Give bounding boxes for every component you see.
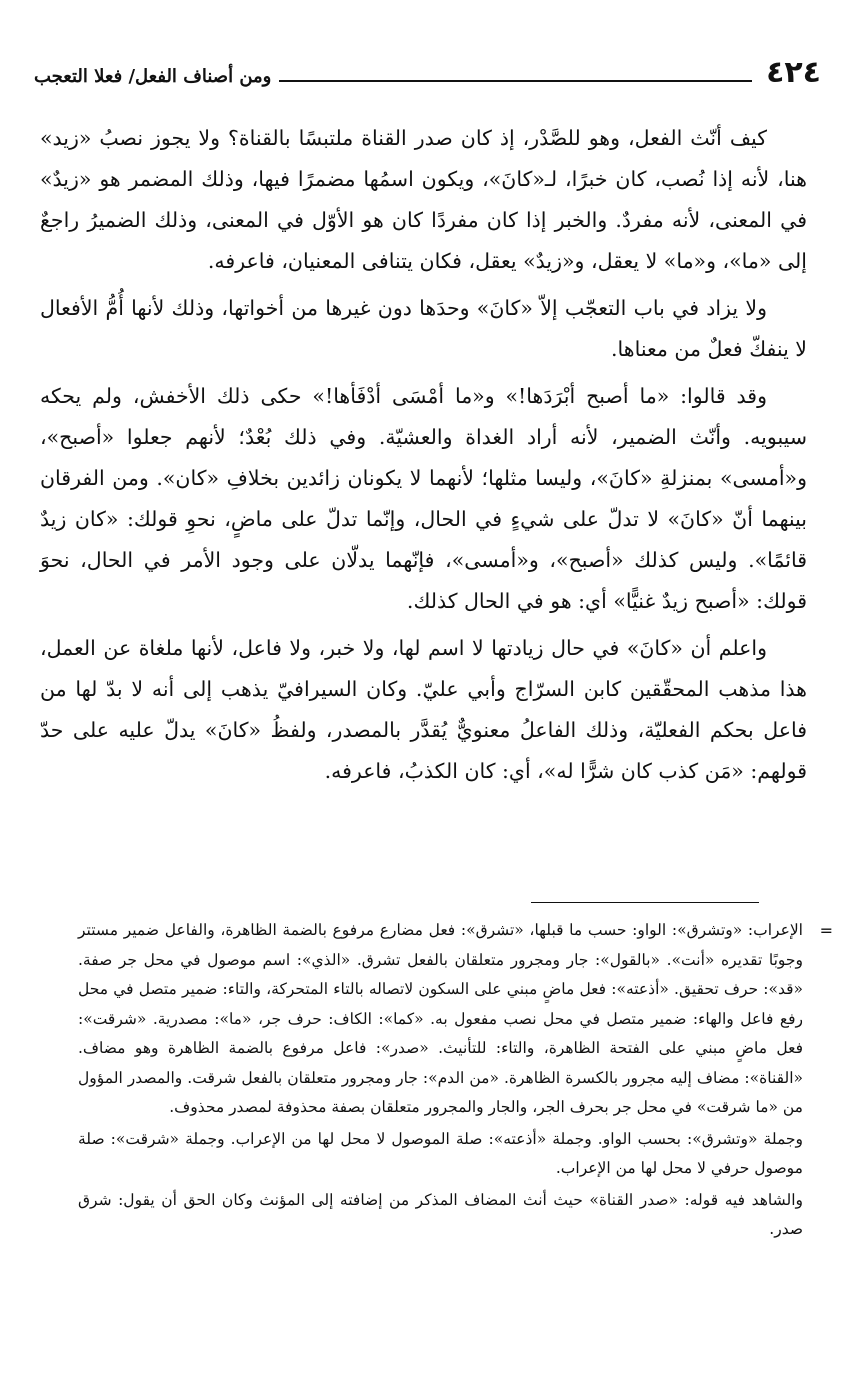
footnote-continuation-marker: = (819, 921, 833, 940)
footnotes (78, 916, 833, 1247)
footnote-paragraph: وجملة «وتشرق»: بحسب الواو. وجملة «أذعته»: صلة الموصول لا محل لها من الإعراب. وجملة «شرقت»: صلة موصول حرفي لا محل لها من الإعراب. (78, 1129, 803, 1177)
body-paragraph: وقد قالوا: «ما أصبح أبْرَدَها!» و«ما أمْسَى أدْفَأها!» حكى ذلك الأخفش، ولم يحكه سيبويه. وأنّث الضمير، لأنه أراد الغداة والعشيّة. وفي ذلك بُعْدٌ؛ لأنهم جعلوا «أصبح»، و«أمسى» بمنزلةِ «كانَ»، وليسا مثلها؛ لأنهما لا يكونان زائدين بخلافِ «كان». ومن الفرقان بينهما أنّ «كانَ» لا تدلّ على شيءٍ في الحال، وإنّما تدلّ على ماضٍ، نحوِ قولك: «كان زيدٌ قائمًا». وليس كذلك «أصبح»، و«أمسى»، فإنّهما يدلّان على وجود الأمر في الحال، نحوَ قولك: «أصبح زيدٌ غنيًّا» أي: هو في الحال كذلك. (40, 384, 807, 613)
body-paragraph: واعلم أن «كانَ» في حال زيادتها لا اسم لها، ولا خبر، ولا فاعل، لأنها ملغاة عن العمل، هذا مذهب المحقّقين كابن السرّاج وأبي عليّ. وكان السيرافيّ يذهب إلى أنه لا بدّ لها من فاعل بحكم الفعليّة، وذلك الفاعلُ معنويٌّ يُقدَّر بالمصدر، ولفظُ «كانَ» يدلّ عليه على حدّ قولهم: «مَن كذب كان شرًّا له»، أي: كان الكذبُ، فاعرفه. (40, 636, 807, 783)
header-rule (279, 80, 752, 82)
page-header (34, 52, 821, 88)
running-title: ومن أصناف الفعل/ فعلا التعجب (34, 66, 272, 87)
footnote-paragraph: والشاهد فيه قوله: «صدر القناة» حيث أنث المضاف المذكر من إضافته إلى المؤنث وكان الحق أن يقول: شرق صدر. (78, 1190, 803, 1238)
footnote-separator (531, 902, 759, 903)
main-text (40, 118, 807, 798)
footnote-paragraph (78, 916, 833, 1123)
page-number: ٤٢٤ (766, 55, 821, 90)
body-paragraph: كيف أنّث الفعل، وهو للصَّدْر، إذ كان صدر القناة ملتبسًا بالقناة؟ ولا يجوز نصبُ «زيد» هنا، لأنه إذا نُصب، كان خبرًا، لـ«كانَ»، ويكون اسمُها مضمرًا فيها، وذلك المضمر هو «زيدٌ» في المعنى، لأنه مفردٌ. والخبر إذا كان مفردًا كان هو الأوّل في المعنى، وذلك الضميرُ راجعٌ إلى «ما»، و«ما» لا يعقل، و«زيدٌ» يعقل، فكان يتنافى المعنيان، فاعرفه. (40, 126, 807, 273)
body-paragraph: ولا يزاد في باب التعجّب إلاّ «كانَ» وحدَها دون غيرها من أخواتها، وذلك لأنها أُمُّ الأفعال لا ينفكّ فعلٌ من معناها. (40, 296, 807, 361)
footnote-text: الإعراب: «وتشرق»: الواو: حسب ما قبلها، «تشرق»: فعل مضارع مرفوع بالضمة الظاهرة، والفاعل ضمير مستتر وجوبًا تقديره «أنت». «بالقول»: جار ومجرور متعلقان بالفعل تشرق. «الذي»: اسم موصول في محل جر صفة. «قد»: حرف تحقيق. «أذعته»: فعل ماضٍ مبني على السكون لاتصاله بالتاء المتحركة، والتاء: ضمير متصل في محل رفع فاعل والهاء: ضمير متصل في محل نصب مفعول به. «كما»: الكاف: حرف جر، «ما»: مصدرية. «شرقت»: فعل ماضٍ مبني على الفتحة الظاهرة، والتاء: للتأنيث. «صدر»: فاعل مرفوع بالضمة الظاهرة وهو مضاف. «القناة»: مضاف إليه مجرور بالكسرة الظاهرة. «من الدم»: جار ومجرور متعلقان بالفعل شرقت. والمصدر المؤول من «ما شرقت» في محل جر بحرف الجر، والجار والمجرور متعلقان بصفة محذوفة لمصدر محذوف. (78, 921, 803, 1116)
